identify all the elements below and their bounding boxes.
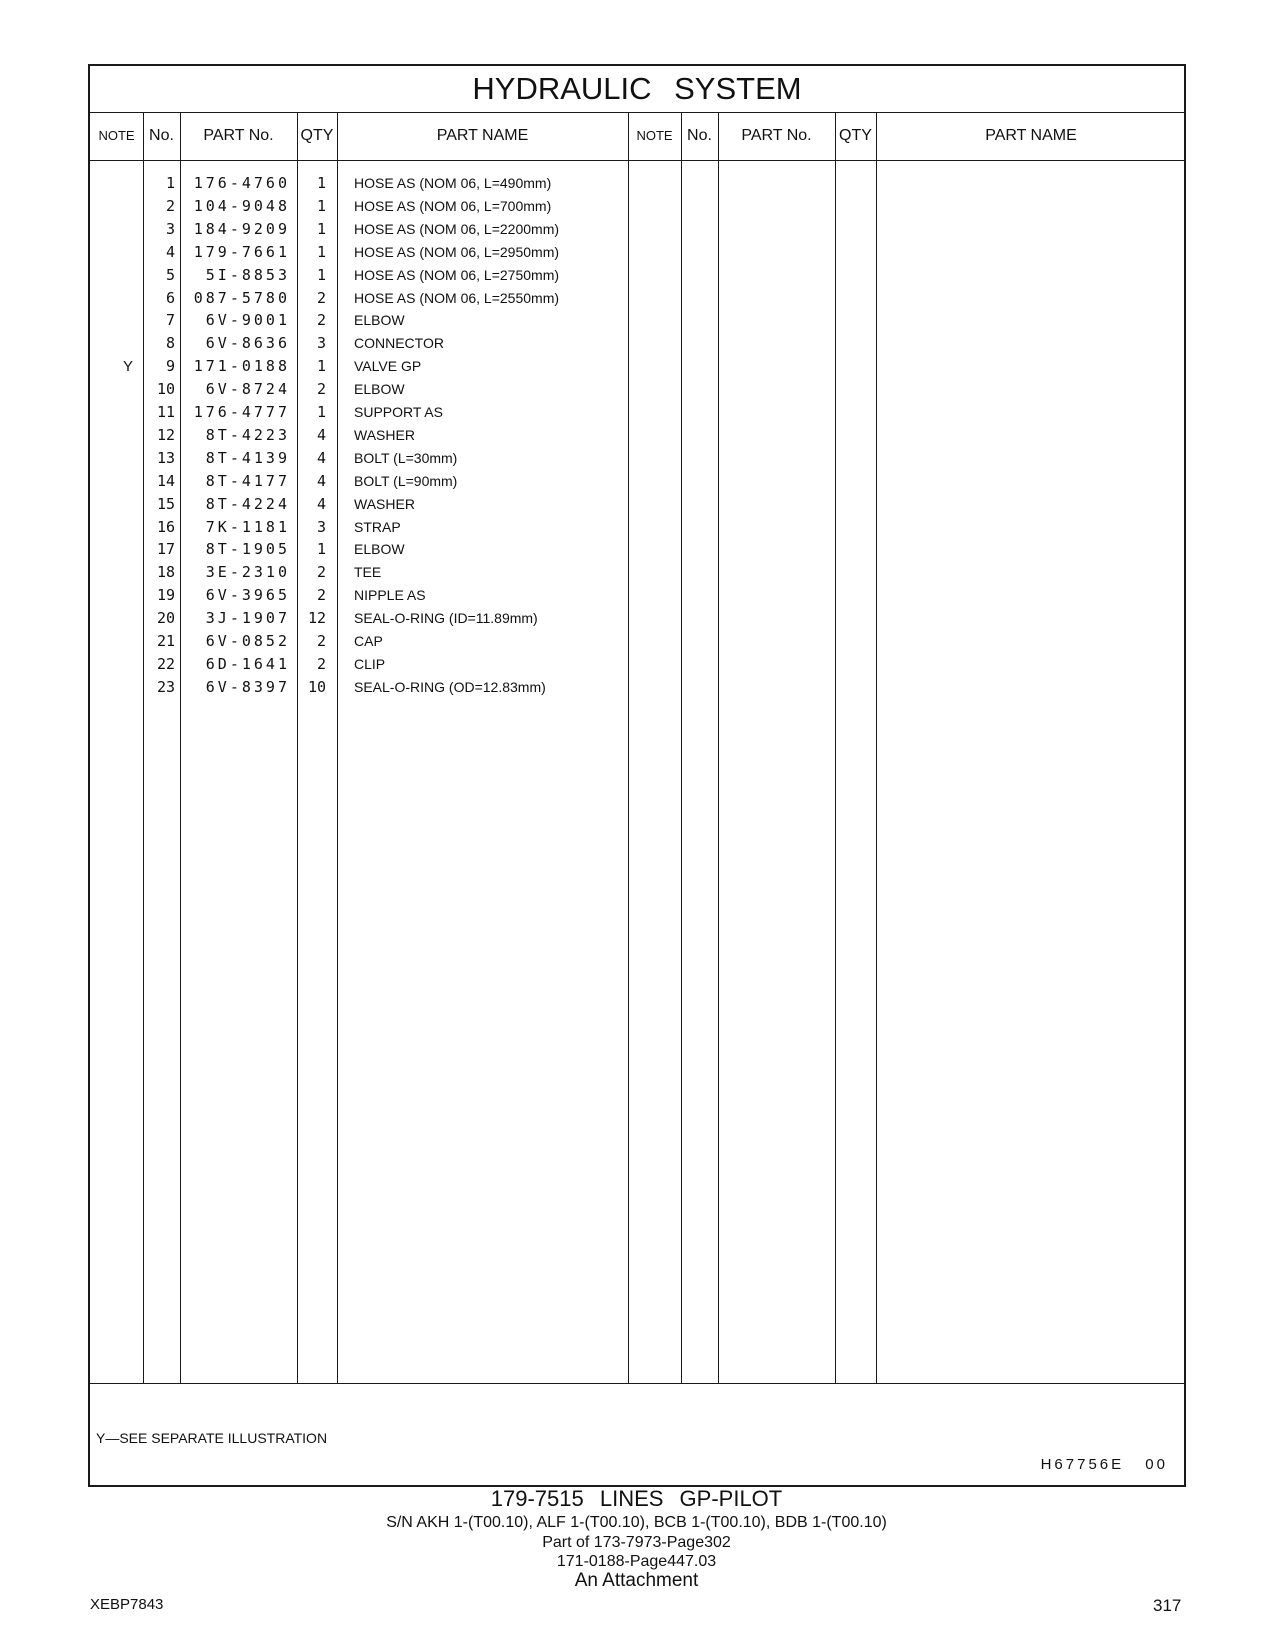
row-qty: 1 — [316, 196, 326, 215]
row-part-name: BOLT (L=90mm) — [354, 472, 458, 489]
row-qty: 4 — [316, 494, 326, 513]
row-part-no: 8T-4224 — [205, 494, 290, 513]
table-row — [90, 538, 628, 561]
header-part-name-right: PART NAME — [985, 127, 1077, 144]
row-qty: 1 — [316, 357, 326, 376]
row-qty: 4 — [316, 425, 326, 444]
caption-part-of: Part of 173-7973-Page302 — [542, 1534, 731, 1551]
header-divider — [90, 160, 1184, 161]
row-part-name: SEAL-O-RING (OD=12.83mm) — [354, 678, 546, 695]
header-part-no-right: PART No. — [741, 127, 812, 144]
caption-serials: S/N AKH 1-(T00.10), ALF 1-(T00.10), BCB 1-(T00.10), BDB 1-(T00.10) — [386, 1514, 887, 1531]
row-part-no: 6V-8724 — [205, 380, 290, 399]
row-part-no: 179-7661 — [193, 242, 290, 261]
row-note: Y — [122, 358, 133, 376]
header-note-right: NOTE — [636, 128, 673, 143]
row-item-no: 8 — [165, 334, 175, 353]
header-no-right: No. — [687, 127, 712, 144]
row-qty: 2 — [316, 632, 326, 650]
row-part-name: HOSE AS (NOM 06, L=700mm) — [354, 197, 552, 214]
row-part-no: 6V-9001 — [205, 311, 290, 330]
row-qty: 1 — [316, 242, 326, 261]
row-part-no: 171-0188 — [193, 357, 290, 376]
row-part-name: TEE — [354, 564, 382, 581]
row-part-no: 8T-1905 — [205, 540, 290, 559]
table-row — [90, 172, 628, 195]
row-part-name: ELBOW — [354, 312, 405, 329]
header-qty-right: QTY — [839, 127, 872, 144]
row-item-no: 19 — [156, 586, 175, 605]
row-part-no: 6V-8636 — [205, 334, 290, 353]
row-item-no: 13 — [156, 448, 175, 467]
col-divider — [835, 112, 836, 1383]
table-row — [90, 218, 628, 241]
row-part-no: 104-9048 — [193, 196, 290, 215]
row-qty: 3 — [316, 517, 326, 536]
row-part-name: BOLT (L=30mm) — [354, 449, 458, 466]
row-part-name: ELBOW — [354, 381, 405, 398]
row-part-no: 3E-2310 — [205, 563, 290, 582]
row-qty: 2 — [316, 563, 326, 582]
row-item-no: 22 — [156, 654, 175, 673]
table-row — [90, 378, 628, 401]
row-part-name: HOSE AS (NOM 06, L=2750mm) — [354, 266, 560, 283]
row-part-name: ELBOW — [354, 541, 405, 558]
row-qty: 3 — [316, 334, 326, 353]
header-note: NOTE — [98, 128, 135, 143]
row-item-no: 12 — [156, 425, 175, 444]
table-row — [90, 676, 628, 699]
row-part-name: HOSE AS (NOM 06, L=2550mm) — [354, 289, 560, 306]
row-part-no: 8T-4223 — [205, 425, 290, 444]
center-divider — [628, 112, 629, 1383]
row-item-no: 20 — [156, 609, 175, 628]
row-qty: 1 — [316, 403, 326, 421]
row-item-no: 7 — [165, 311, 175, 330]
row-qty: 2 — [316, 380, 326, 399]
row-qty: 1 — [316, 540, 326, 559]
row-qty: 12 — [307, 609, 326, 628]
row-part-no: 176-4777 — [193, 403, 290, 421]
row-part-name: NIPPLE AS — [354, 587, 426, 604]
row-item-no: 21 — [156, 632, 175, 650]
header-no: No. — [149, 127, 174, 144]
table-row — [90, 561, 628, 584]
row-part-no: 6D-1641 — [205, 654, 290, 673]
row-item-no: 6 — [165, 288, 175, 307]
row-item-no: 18 — [156, 563, 175, 582]
row-part-name: CONNECTOR — [354, 335, 444, 352]
row-part-no: 184-9209 — [193, 219, 290, 238]
row-part-name: CLIP — [354, 655, 386, 672]
row-qty: 1 — [316, 174, 326, 192]
row-item-no: 2 — [165, 196, 175, 215]
col-divider — [876, 112, 877, 1383]
header-part-name: PART NAME — [436, 127, 529, 144]
table-row — [90, 241, 628, 264]
row-part-name: VALVE GP — [354, 358, 422, 375]
illustration-code: H67756E 00 — [1040, 1456, 1168, 1473]
parts-list-frame — [88, 64, 1186, 1487]
table-row — [90, 264, 628, 287]
table-row — [90, 607, 628, 630]
row-part-name: SEAL-O-RING (ID=11.89mm) — [354, 610, 538, 627]
row-qty: 2 — [316, 654, 326, 673]
row-part-no: 7K-1181 — [205, 517, 290, 536]
row-qty: 4 — [316, 448, 326, 467]
row-item-no: 11 — [156, 403, 175, 421]
row-qty: 4 — [316, 471, 326, 490]
row-qty: 2 — [316, 311, 326, 330]
section-title: HYDRAULIC SYSTEM — [472, 71, 802, 106]
table-row — [90, 630, 628, 653]
row-item-no: 14 — [156, 471, 175, 490]
row-part-name: HOSE AS (NOM 06, L=490mm) — [354, 175, 552, 191]
row-part-no: 5I-8853 — [205, 265, 290, 284]
row-part-no: 3J-1907 — [205, 609, 290, 628]
row-item-no: 5 — [165, 265, 175, 284]
row-part-name: SUPPORT AS — [354, 404, 443, 420]
row-item-no: 17 — [156, 540, 175, 559]
row-item-no: 10 — [156, 380, 175, 399]
row-part-name: HOSE AS (NOM 06, L=2200mm) — [354, 220, 560, 237]
document-id: XEBP7843 — [90, 1596, 164, 1613]
row-part-no: 087-5780 — [193, 288, 290, 307]
caption-ref: 171-0188-Page447.03 — [556, 1553, 717, 1570]
col-divider — [681, 112, 682, 1383]
header-part-no: PART No. — [203, 127, 274, 144]
row-part-no: 176-4760 — [193, 174, 290, 192]
row-part-no: 6V-8397 — [205, 677, 290, 696]
caption-attachment: An Attachment — [574, 1570, 699, 1591]
row-item-no: 15 — [156, 494, 175, 513]
table-row — [90, 493, 628, 516]
row-item-no: 3 — [165, 219, 175, 238]
row-item-no: 4 — [165, 242, 175, 261]
table-row — [90, 447, 628, 470]
row-part-no: 8T-4139 — [205, 448, 290, 467]
table-row — [90, 470, 628, 493]
table-row — [90, 516, 628, 539]
row-qty: 2 — [316, 586, 326, 605]
row-item-no: 1 — [165, 174, 175, 192]
row-qty: 1 — [316, 219, 326, 238]
row-part-name: WASHER — [354, 426, 415, 443]
header-qty: QTY — [300, 127, 334, 144]
row-item-no: 16 — [156, 517, 175, 536]
row-part-name: HOSE AS (NOM 06, L=2950mm) — [354, 243, 560, 260]
table-bottom-divider — [90, 1383, 1184, 1384]
caption-title: 179-7515 LINES GP-PILOT — [490, 1486, 783, 1511]
row-qty: 2 — [316, 288, 326, 307]
table-row — [90, 424, 628, 447]
table-row — [90, 355, 628, 378]
row-part-name: CAP — [354, 633, 383, 649]
table-row — [90, 584, 628, 607]
row-part-no: 6V-3965 — [205, 586, 290, 605]
row-qty: 1 — [316, 265, 326, 284]
row-item-no: 23 — [156, 677, 175, 696]
table-row — [90, 653, 628, 676]
table-row — [90, 401, 628, 424]
table-row — [90, 309, 628, 332]
page-number: 317 — [1153, 1596, 1182, 1615]
row-part-no: 6V-0852 — [205, 632, 290, 650]
row-qty: 10 — [307, 677, 326, 696]
row-item-no: 9 — [165, 357, 175, 376]
table-row — [90, 195, 628, 218]
row-part-name: STRAP — [354, 518, 401, 535]
footnote: Y—SEE SEPARATE ILLUSTRATION — [96, 1430, 328, 1446]
col-divider — [718, 112, 719, 1383]
table-row — [90, 332, 628, 355]
row-part-no: 8T-4177 — [205, 471, 290, 490]
row-part-name: WASHER — [354, 495, 415, 512]
table-row — [90, 287, 628, 310]
